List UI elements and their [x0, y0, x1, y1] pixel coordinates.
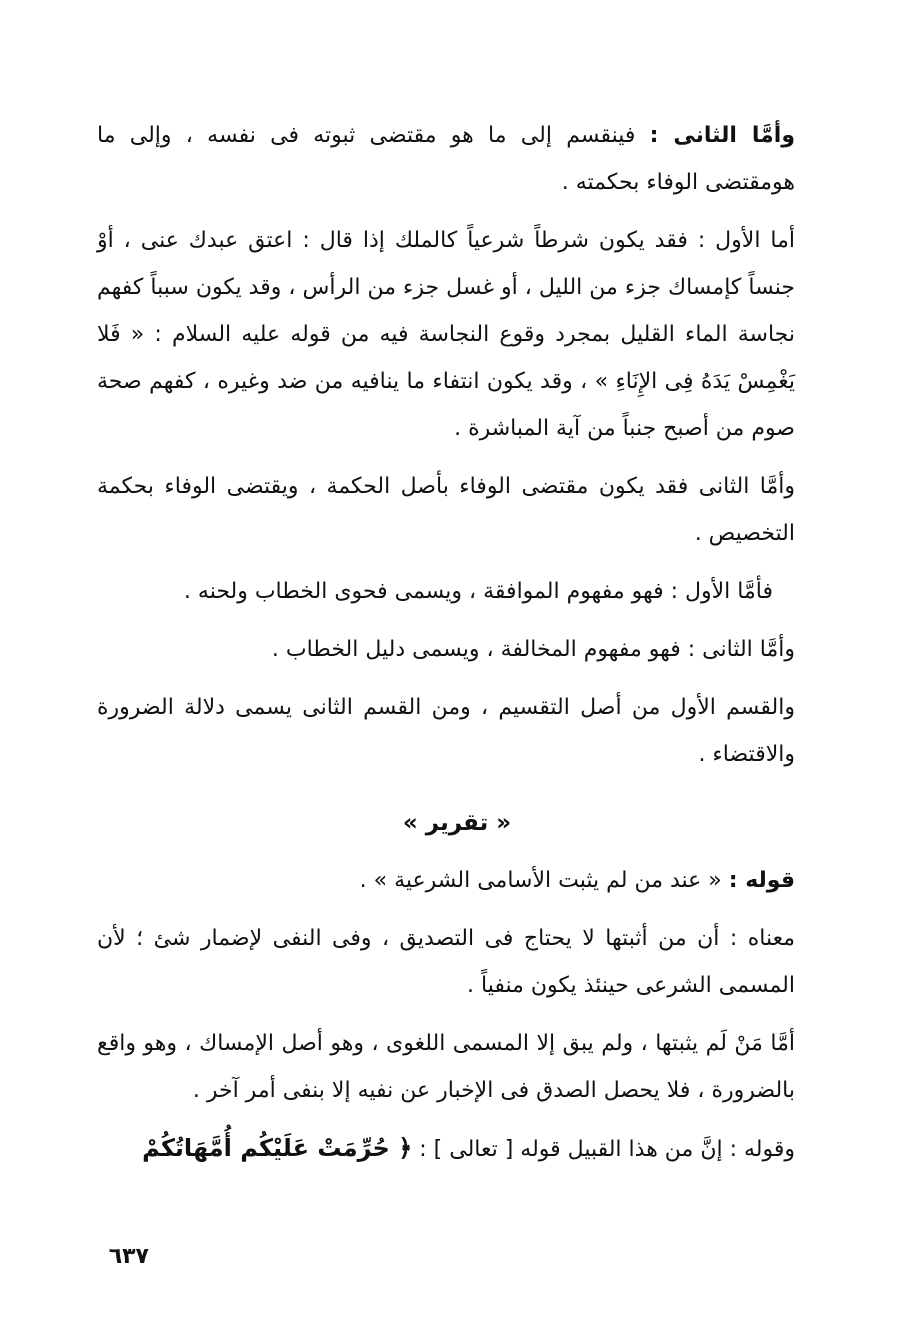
paragraph-text: أمَّا مَنْ لَم يثبتها ، ولم يبق إلا المسمى اللغوى ، وهو أصل الإمساك ، وهو واقع بالضرورة ، فلا يحصل الصدق فى الإخبار عن نفيه إلا بنفى أمر آخر . [97, 1031, 795, 1103]
paragraph-text: « عند من لم يثبت الأسامى الشرعية » . [359, 868, 729, 893]
paragraph-2 [97, 217, 817, 452]
paragraph-text: وقوله : إنَّ من هذا القبيل قوله [ تعالى ] : [412, 1137, 795, 1162]
paragraph-text: والقسم الأول من أصل التقسيم ، ومن القسم الثانى يسمى دلالة الضرورة والاقتضاء . [97, 695, 795, 767]
paragraph-text: فينقسم إلى ما هو مقتضى ثبوته فى نفسه ، وإلى ما هومقتضى الوفاء بحكمته . [97, 123, 795, 195]
paragraph-text: وأمَّا الثانى : فهو مفهوم المخالفة ، ويسمى دليل الخطاب . [271, 637, 795, 662]
page-number: ٦٣٧ [108, 1244, 149, 1269]
paragraph-4 [97, 568, 817, 615]
paragraph-7 [97, 857, 817, 904]
paragraph-10 [97, 1125, 817, 1173]
section-heading: « تقرير » [402, 810, 512, 836]
page-body [97, 112, 817, 1173]
paragraph-3 [97, 463, 817, 557]
paragraph-8 [97, 915, 817, 1009]
paragraph-6 [97, 684, 817, 778]
paragraph-9 [97, 1020, 817, 1114]
paragraph-5 [97, 626, 817, 673]
paragraph-lead: قوله : [728, 868, 795, 893]
paragraph-text: أما الأول : فقد يكون شرطاً شرعياً كالملك إذا قال : اعتق عبدك عنى ، أوْ جنساً كإمساك جزء من الليل ، أو غسل جزء من الرأس ، وقد يكون سبباً كفهم نجاسة الماء القليل بمجرد وقوع النجاسة فيه من قوله عليه السلام : « فَلا يَغْمِسْ يَدَهُ فِى الإِنَاءِ » ، وقد يكون انتفاء ما ينافيه من ضد وغيره ، كفهم صحة صوم من أصبح جنباً من آية المباشرة . [97, 228, 795, 441]
paragraph-text: فأمَّا الأول : فهو مفهوم الموافقة ، ويسمى فحوى الخطاب ولحنه . [183, 579, 773, 604]
paragraph-text: وأمَّا الثانى فقد يكون مقتضى الوفاء بأصل الحكمة ، ويقتضى الوفاء بحكمة التخصيص . [97, 474, 795, 546]
paragraph-text: معناه : أن من أثبتها لا يحتاج فى التصديق ، وفى النفى لإضمار شئ ؛ لأن المسمى الشرعى حينئذ يكون منفياً . [97, 926, 795, 998]
paragraph-lead: وأمَّا الثانى : [649, 123, 796, 148]
quranic-verse: ﴿ حُرِّمَتْ عَلَيْكُم أُمَّهَاتُكُمْ [142, 1134, 413, 1162]
paragraph-1 [97, 112, 817, 206]
